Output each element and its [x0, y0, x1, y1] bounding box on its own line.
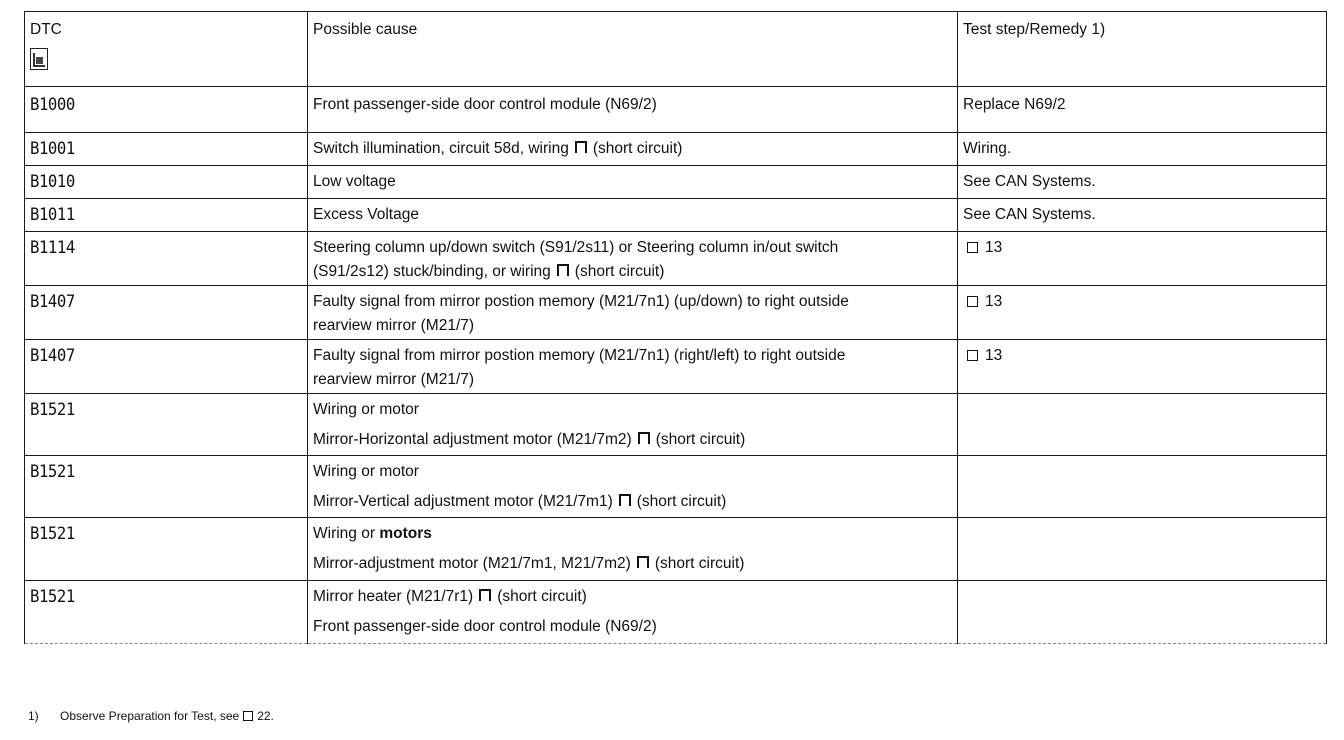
cause-text: Wiring or [313, 525, 376, 542]
cause-text: Mirror heater (M21/7r1) [313, 588, 474, 605]
cause-text: rearview mirror (M21/7) [313, 317, 475, 334]
page-reference-icon [243, 711, 253, 721]
dtc-code: B1521 [30, 462, 75, 482]
cause-text: Mirror-adjustment motor (M21/7m1, M21/7m2) [313, 555, 631, 572]
dtc-code-cell [25, 87, 308, 133]
cause-cell [308, 286, 958, 340]
cause-text-suffix: (short circuit) [592, 140, 683, 157]
remedy-cell: See CAN Systems. [958, 166, 1327, 199]
table-row [25, 133, 1327, 166]
remedy-cell [958, 581, 1327, 644]
remedy-cell: Wiring. [958, 133, 1327, 166]
table-row [25, 166, 1327, 199]
cause-text: Wiring or motor [313, 463, 419, 480]
cause-text: Wiring or motor [313, 401, 419, 418]
dtc-code: B1407 [30, 346, 75, 366]
cause-cell [308, 518, 958, 581]
dtc-code: B1521 [30, 587, 75, 607]
table-row [25, 456, 1327, 518]
header-dtc [25, 12, 308, 87]
cause-text: Switch illumination, circuit 58d, wiring [313, 140, 569, 157]
header-possible-cause: Possible cause [308, 12, 958, 87]
cause-cell: Front passenger-side door control module (N69/2) [308, 87, 958, 133]
cause-text: (S91/2s12) stuck/binding, or wiring [313, 263, 551, 280]
remedy-cell [958, 456, 1327, 518]
cause-text-suffix: (short circuit) [497, 588, 587, 605]
table-header-row [25, 12, 1327, 87]
remedy-cell [958, 286, 1327, 340]
cause-cell [308, 394, 958, 456]
dtc-code-cell [25, 286, 308, 340]
page-reference-icon [967, 242, 978, 253]
wiring-symbol-icon [479, 589, 491, 602]
cause-cell: Low voltage [308, 166, 958, 199]
header-dtc-label: DTC [30, 21, 62, 38]
dtc-code-cell [25, 232, 308, 286]
cause-text-suffix: (short circuit) [655, 431, 746, 448]
cause-text-suffix: (short circuit) [574, 263, 665, 280]
cause-line-2: Front passenger-side door control module (N69/2) [313, 618, 657, 635]
dtc-code: B1407 [30, 292, 75, 312]
cause-cell [308, 456, 958, 518]
page-reference-icon [967, 296, 978, 307]
footnote [28, 709, 274, 723]
cause-text-suffix: (short circuit) [636, 493, 727, 510]
footnote-number: 1) [28, 709, 39, 723]
cause-line-2 [313, 428, 952, 452]
dtc-code: B1011 [30, 205, 75, 225]
dtc-code-cell [25, 166, 308, 199]
dtc-code-cell [25, 394, 308, 456]
dtc-code-cell [25, 133, 308, 166]
remedy-cell [958, 518, 1327, 581]
dtc-code-cell [25, 518, 308, 581]
remedy-cell [958, 340, 1327, 394]
dtc-code-cell [25, 340, 308, 394]
footnote-reference: 22. [257, 709, 274, 723]
dtc-code: B1000 [30, 95, 75, 115]
cause-cell: Excess Voltage [308, 199, 958, 232]
header-test-step-remedy: Test step/Remedy 1) [958, 12, 1327, 87]
dtc-code-cell [25, 456, 308, 518]
page-reference-icon [967, 350, 978, 361]
table-row [25, 518, 1327, 581]
dtc-code: B1521 [30, 524, 75, 544]
footnote-text: Observe Preparation for Test, see [60, 709, 240, 723]
cause-cell [308, 340, 958, 394]
dtc-code: B1521 [30, 400, 75, 420]
remedy-cell: See CAN Systems. [958, 199, 1327, 232]
table-row [25, 394, 1327, 456]
wiring-symbol-icon [637, 556, 649, 569]
table-row [25, 199, 1327, 232]
remedy-cell [958, 232, 1327, 286]
wiring-symbol-icon [575, 141, 587, 154]
cause-text: Faulty signal from mirror postion memory (M21/7n1) (right/left) to right outside [313, 347, 846, 364]
cause-cell [308, 581, 958, 644]
dtc-code: B1114 [30, 238, 75, 258]
wiring-symbol-icon [557, 264, 569, 277]
cause-text: Steering column up/down switch (S91/2s11) or Steering column in/out switch [313, 239, 839, 256]
cause-cell [308, 133, 958, 166]
table-row [25, 286, 1327, 340]
page-reference-number: 13 [985, 239, 1003, 256]
table-row [25, 232, 1327, 286]
dtc-code: B1010 [30, 172, 75, 192]
dtc-code: B1001 [30, 139, 75, 159]
dtc-code-cell [25, 199, 308, 232]
page-reference-number: 13 [985, 293, 1003, 310]
cause-line-2 [313, 490, 952, 514]
cause-line-2 [313, 552, 952, 576]
table-row [25, 581, 1327, 644]
table-row [25, 340, 1327, 394]
cause-text: rearview mirror (M21/7) [313, 371, 475, 388]
cause-text: Mirror-Vertical adjustment motor (M21/7m1) [313, 493, 613, 510]
wiring-symbol-icon [619, 494, 631, 507]
remedy-cell [958, 394, 1327, 456]
dtc-table [24, 11, 1327, 644]
cause-text-bold: motors [379, 525, 432, 542]
page-reference-number: 13 [985, 347, 1003, 364]
cause-text: Faulty signal from mirror postion memory (M21/7n1) (up/down) to right outside [313, 293, 849, 310]
cause-text-suffix: (short circuit) [654, 555, 745, 572]
cause-text: Mirror-Horizontal adjustment motor (M21/7m2) [313, 431, 632, 448]
document-icon [30, 48, 48, 70]
wiring-symbol-icon [638, 432, 650, 445]
remedy-cell: Replace N69/2 [958, 87, 1327, 133]
cause-cell [308, 232, 958, 286]
table-row [25, 87, 1327, 133]
dtc-code-cell [25, 581, 308, 644]
